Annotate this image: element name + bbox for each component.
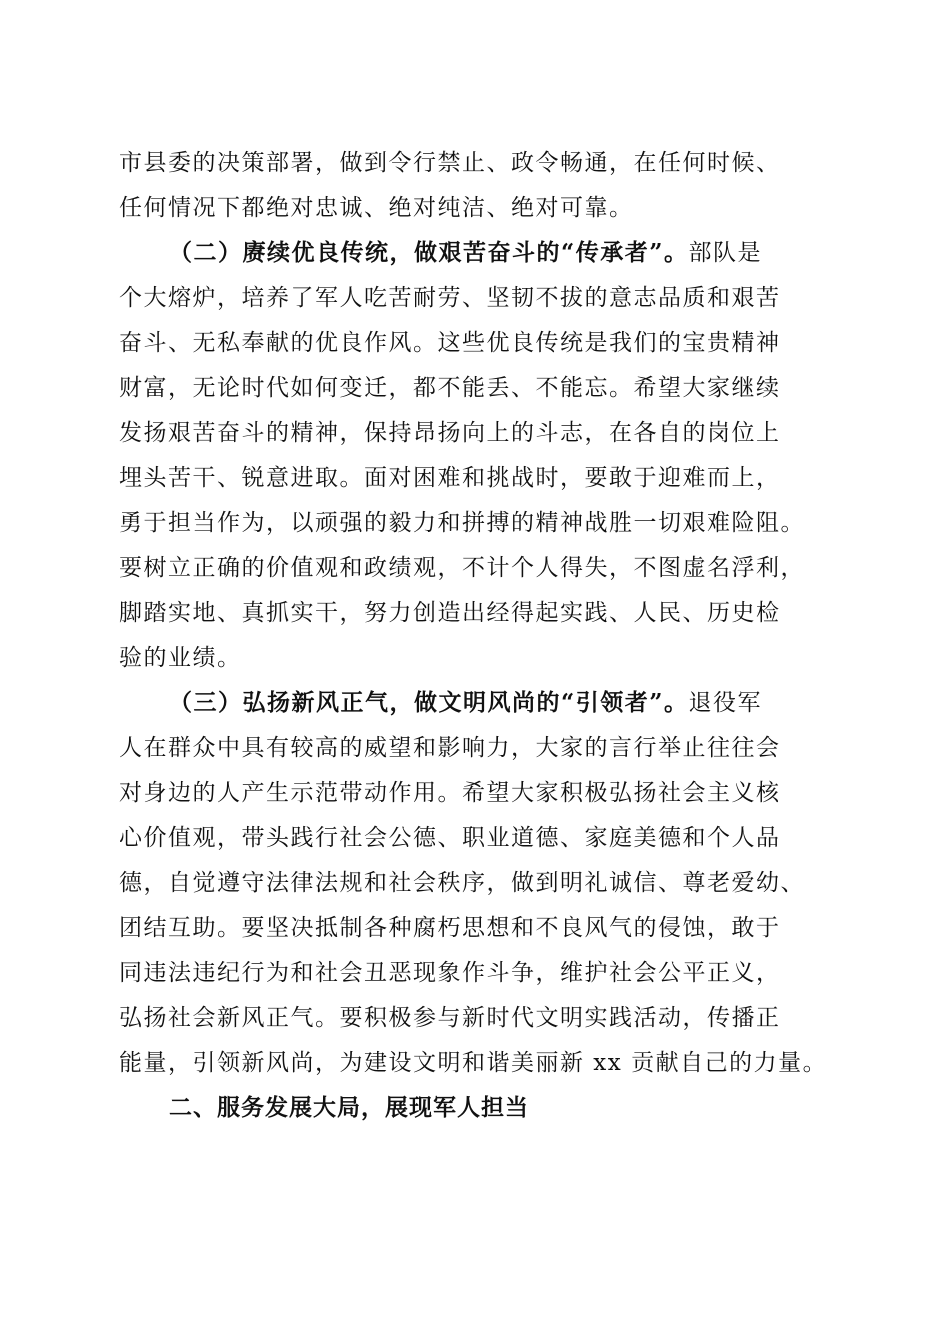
paragraph-3-line-1-text: 退役军	[688, 690, 762, 716]
section-heading: 二、服务发展大局，展现军人担当	[169, 1095, 529, 1121]
paragraph-1-line-2: 任何情况下都绝对忠诚、绝对纯洁、绝对可靠。	[119, 195, 634, 221]
paragraph-2-line-7: 勇于担当作为，以顽强的毅力和拼搏的精神战胜一切艰难险阻。	[119, 510, 805, 536]
paragraph-2-line-1	[169, 238, 889, 268]
paragraph-3-line-4: 心价值观，带头践行社会公德、职业道德、家庭美德和个人品	[119, 825, 781, 851]
paragraph-3-line-5: 德，自觉遵守法律法规和社会秩序，做到明礼诚信、尊老爱幼、	[119, 870, 805, 896]
paragraph-3-line-6: 团结互助。要坚决抵制各种腐朽思想和不良风气的侵蚀，敢于	[119, 915, 781, 941]
paragraph-3-line-1	[169, 688, 889, 718]
paragraph-3-line-8: 弘扬社会新风正气。要积极参与新时代文明实践活动，传播正	[119, 1005, 781, 1031]
paragraph-3-line-7: 同违法违纪行为和社会丑恶现象作斗争，维护社会公平正义，	[119, 960, 781, 986]
paragraph-3-line-3: 对身边的人产生示范带动作用。希望大家积极弘扬社会主义核	[119, 780, 781, 806]
paragraph-2-line-4: 财富，无论时代如何变迁，都不能丢、不能忘。希望大家继续	[119, 375, 781, 401]
paragraph-2-line-3: 奋斗、无私奉献的优良作风。这些优良传统是我们的宝贵精神	[119, 330, 781, 356]
paragraph-2-lead: （二）赓续优良传统，做艰苦奋斗的“传承者”。	[169, 239, 689, 266]
paragraph-2-line-8: 要树立正确的价值观和政绩观，不计个人得失，不图虚名浮利，	[119, 555, 805, 581]
paragraph-3-line-9: 能量，引领新风尚，为建设文明和谐美丽新 xx 贡献自己的力量。	[119, 1050, 828, 1076]
paragraph-2-line-6: 埋头苦干、锐意进取。面对困难和挑战时，要敢于迎难而上，	[119, 465, 781, 491]
paragraph-2-line-2: 个大熔炉，培养了军人吃苦耐劳、坚韧不拔的意志品质和艰苦	[119, 285, 781, 311]
paragraph-2-line-5: 发扬艰苦奋斗的精神，保持昂扬向上的斗志，在各自的岗位上	[119, 420, 781, 446]
paragraph-3-lead: （三）弘扬新风正气，做文明风尚的“引领者”。	[169, 689, 689, 716]
paragraph-2-line-10: 验的业绩。	[119, 645, 242, 671]
paragraph-3-line-2: 人在群众中具有较高的威望和影响力，大家的言行举止往往会	[119, 735, 781, 761]
paragraph-1-line-1: 市县委的决策部署，做到令行禁止、政令畅通，在任何时候、	[119, 150, 781, 176]
paragraph-2-line-1-text: 部队是	[688, 240, 762, 266]
paragraph-2-line-9: 脚踏实地、真抓实干，努力创造出经得起实践、人民、历史检	[119, 600, 781, 626]
